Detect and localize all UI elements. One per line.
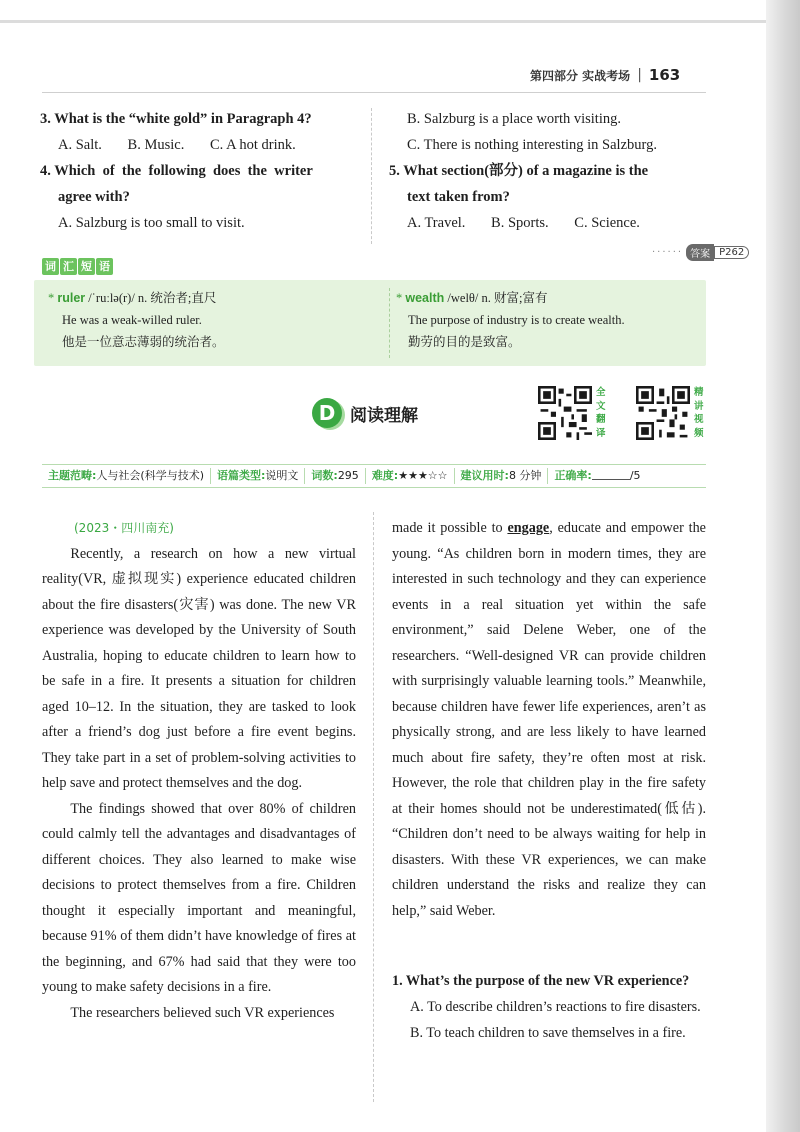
vocab-example-cn: 他是一位意志薄弱的统治者。	[62, 335, 225, 349]
answer-label: 答案	[686, 244, 714, 261]
info-genre	[211, 468, 305, 484]
qr-label-char: 频	[694, 427, 704, 439]
passage-text: made it possible to	[392, 520, 508, 536]
qr-label-char: 视	[694, 414, 704, 425]
info-theme	[42, 468, 211, 484]
star-icon: *	[396, 291, 403, 305]
accuracy-blank[interactable]	[592, 469, 630, 480]
top-border	[0, 20, 766, 23]
passage-paragraph-1: Recently, a research on how a new virtual reality(VR, 虚拟现实) experience educated children about the fire disasters(灾害) was done. The new VR experience was developed by the University of South Australia, hoping to educate children to learn how to be safe in a fire. It presents a situation for children aged 10–12. In the situation, they are tasked to look after a friend’s dog just before a fire event begins. They take part in a set of problem-solving activities to help save and protect themselves and the dog.	[42, 545, 356, 791]
info-label: 语篇类型:	[217, 469, 266, 482]
qr-code-video-icon[interactable]	[636, 386, 690, 440]
qr-label-char: 译	[596, 427, 606, 439]
vocab-word: wealth	[405, 291, 445, 305]
passage-paragraph-3-cont	[392, 516, 706, 924]
vocab-badge-char: 语	[96, 258, 113, 275]
question-3-stem: 3. What is the “white gold” in Paragraph 4?	[40, 111, 312, 127]
vocab-badge-char: 短	[78, 258, 95, 275]
vocab-word: ruler	[57, 291, 86, 305]
vocab-item-wealth	[396, 287, 696, 353]
info-value: 说明文	[265, 469, 299, 482]
section-label: 第四部分 实战考场	[530, 68, 631, 83]
question-4-stem-line1: 4. Which of the following does the writer	[40, 163, 313, 179]
info-label: 主题范畴:	[48, 469, 97, 482]
answer-page: P262	[714, 246, 749, 259]
vocab-box	[34, 280, 706, 366]
q4-option-a[interactable]: A. Salzburg is too small to visit.	[58, 215, 245, 231]
info-time	[455, 468, 549, 484]
vocab-definition: /ˈruːlə(r)/ n. 统治者;直尺	[85, 291, 217, 305]
page-number: 163	[648, 66, 681, 84]
leader-dots: ······	[652, 247, 684, 258]
q5-option-c[interactable]: C. Science.	[574, 215, 640, 231]
prev-questions-right	[389, 106, 709, 236]
section-title-text: 阅读理解	[350, 405, 418, 426]
vocab-divider	[389, 288, 390, 358]
passage-left-column	[42, 516, 356, 1026]
running-head	[530, 64, 710, 86]
question-4-stem-line2: agree with?	[58, 189, 130, 205]
question-5-options	[389, 210, 709, 236]
question-5-stem-line2: text taken from?	[407, 189, 510, 205]
prev-questions-left	[40, 106, 365, 236]
q5-option-b[interactable]: B. Sports.	[491, 215, 549, 231]
info-value: /5	[629, 469, 641, 482]
vocab-example-en: The purpose of industry is to create wealth.	[408, 313, 625, 327]
qr-label-video	[694, 386, 706, 440]
info-label: 建议用时:	[460, 469, 509, 482]
info-label: 难度:	[371, 469, 399, 482]
q4-option-b[interactable]: B. Salzburg is a place worth visiting.	[407, 111, 621, 127]
q3-option-b[interactable]: B. Music.	[127, 137, 185, 153]
question-3-options	[40, 132, 365, 158]
passage-text: , educate and empower the young. “As children born in modern times, they are interested in such technology and they can experience events in a real situation yet within the safe environment,” said Delene Weber, one of the researchers. “Well-designed VR can provide children with surprisingly valuable learning tools.” Meanwhile, because children have fewer life experiences, aren’t as physically strong, and are less likely to have learned much about fire safety, they’re often most at risk. However, the role that children play in the fire safety at their homes should not be underestimated(低估). “Children don’t need to be always waiting for help in disasters. With these VR experiences, we can make children understand the risks and realize they can help,” said Weber.	[392, 520, 706, 919]
head-separator: |	[637, 67, 642, 83]
qr-label-char: 全	[596, 387, 606, 398]
column-divider-top	[371, 108, 372, 244]
info-value: 8 分钟	[508, 469, 542, 482]
qr-label-char: 翻	[596, 414, 606, 425]
passage-info-bar	[42, 464, 706, 488]
q5-option-a[interactable]: A. Travel.	[407, 215, 466, 231]
info-value: 295	[337, 469, 359, 482]
qr-label-char: 文	[596, 400, 606, 412]
vocab-definition: /welθ/ n. 财富;富有	[444, 291, 548, 305]
info-label: 正确率:	[554, 469, 592, 482]
q4-option-c[interactable]: C. There is nothing interesting in Salzburg.	[407, 137, 657, 153]
vocab-badge-char: 汇	[60, 258, 77, 275]
qr-code-translation-icon[interactable]	[538, 386, 592, 440]
reading-q1-stem: 1. What’s the purpose of the new VR experience?	[392, 973, 690, 989]
reading-q1-option-b[interactable]: B. To teach children to save themselves in a fire.	[410, 1025, 686, 1041]
difficulty-stars-icon: ★★★☆☆	[398, 469, 448, 482]
info-accuracy	[548, 468, 646, 484]
info-value: 人与社会(科学与技术)	[96, 469, 204, 482]
star-icon: *	[48, 291, 55, 305]
passage-paragraph-2: The findings showed that over 80% of children could calmly tell the advantages and disadvantages of different choices. They also learned to make wise decisions to protect themselves from a fire. Children thought it especially important and meaningful, because 91% of them didn’t have knowledge of fires at the beginning, and 67% had said that they were too young to make safety decisions in a fire.	[42, 800, 356, 995]
section-title	[312, 398, 418, 428]
info-difficulty	[366, 468, 455, 484]
reading-question-1	[392, 968, 710, 1046]
underlined-word: engage	[507, 520, 550, 536]
question-5-stem-line1: 5. What section(部分) of a magazine is the	[389, 163, 649, 179]
vocab-badge-char: 词	[42, 258, 59, 275]
passage-right-column	[392, 516, 706, 924]
header-rule	[42, 92, 706, 93]
q3-option-a[interactable]: A. Salt.	[58, 137, 102, 153]
reading-q1-option-a[interactable]: A. To describe children’s reactions to fire disasters.	[410, 999, 701, 1015]
passage-source: (2023・四川南充)	[74, 521, 174, 535]
section-letter-icon: D	[312, 398, 342, 428]
page-edge-shadow	[766, 0, 800, 1132]
info-label: 词数:	[311, 469, 338, 482]
vocab-item-ruler	[48, 287, 378, 353]
vocab-example-en: He was a weak-willed ruler.	[62, 313, 202, 327]
qr-label-translation	[596, 386, 608, 440]
answer-reference[interactable]	[652, 244, 749, 261]
column-divider-passage	[373, 512, 374, 1102]
vocab-example-cn: 勤劳的目的是致富。	[408, 335, 521, 349]
q3-option-c[interactable]: C. A hot drink.	[209, 137, 296, 153]
info-word-count	[305, 468, 365, 484]
qr-label-char: 讲	[694, 400, 704, 412]
qr-label-char: 精	[694, 387, 704, 398]
passage-paragraph-3-start: The researchers believed such VR experiences	[70, 1004, 335, 1021]
vocab-badge	[42, 258, 113, 275]
